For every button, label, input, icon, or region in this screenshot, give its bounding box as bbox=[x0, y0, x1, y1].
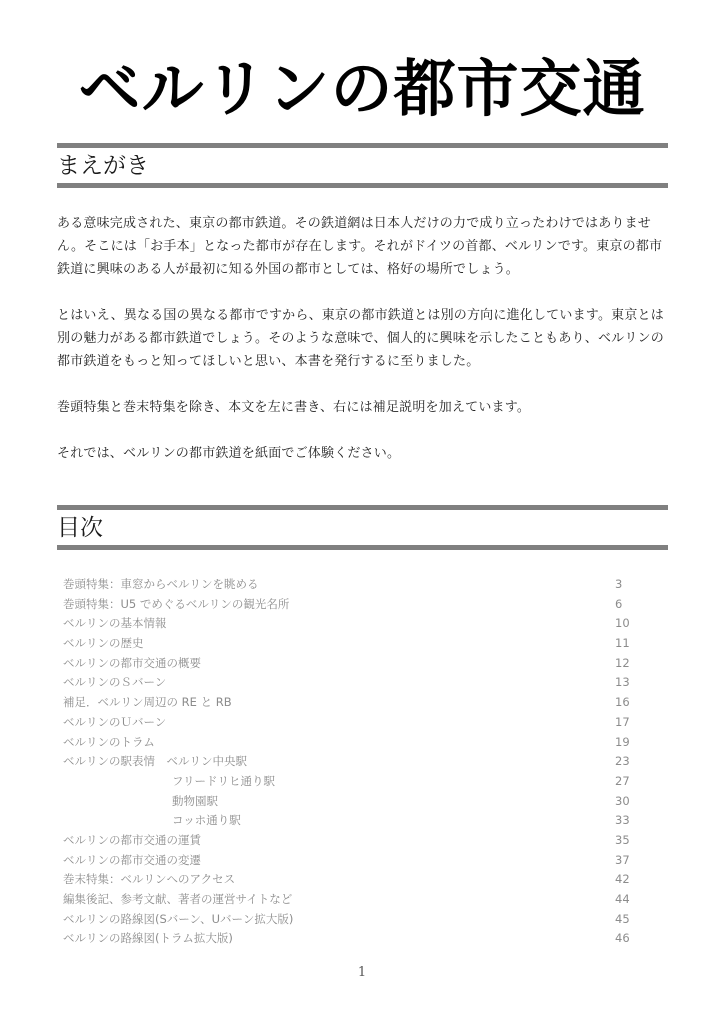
toc-entry-label: 巻頭特集：車窓からベルリンを眺める bbox=[63, 577, 259, 591]
toc-entry-page: 44 bbox=[615, 892, 630, 906]
toc-entry-page: 23 bbox=[615, 754, 630, 769]
toc-entry-page: 3 bbox=[615, 577, 623, 591]
toc-entry bbox=[63, 575, 633, 595]
toc-heading: 目次 bbox=[57, 515, 103, 541]
toc-entry-page: 42 bbox=[615, 872, 630, 887]
toc-entry-page: 19 bbox=[615, 734, 630, 749]
section-rule-bottom bbox=[57, 545, 668, 550]
toc-entry-page: 30 bbox=[615, 793, 630, 808]
toc-entry-label: ベルリンの都市交通の変遷 bbox=[63, 852, 201, 867]
toc-entry-label: ベルリンの都市交通の概要 bbox=[63, 655, 201, 670]
toc-entry bbox=[63, 792, 633, 812]
toc-entry-label: ベルリンの路線図(トラム拡大版) bbox=[63, 931, 233, 946]
page-number: 1 bbox=[357, 965, 367, 980]
toc-entry-page: 37 bbox=[615, 852, 630, 867]
toc-entry-page: 35 bbox=[615, 832, 630, 847]
toc-entry-label: 補足．ベルリン周辺の RE と RB bbox=[63, 695, 232, 710]
toc-entry-page: 17 bbox=[615, 714, 630, 729]
toc-entry-page: 12 bbox=[615, 655, 630, 670]
table-of-contents bbox=[63, 575, 633, 949]
preface-paragraph: 巻頭特集と巻末特集を除き、本文を左に書き、右には補足説明を加えています。 bbox=[57, 400, 531, 415]
toc-entry-page: 6 bbox=[615, 596, 623, 611]
preface-paragraph: それでは、ベルリンの都市鉄道を紙面でご体験ください。 bbox=[57, 446, 401, 461]
toc-entry-label: ベルリンの路線図(Sバーン、Uバーン拡大版) bbox=[63, 911, 294, 926]
section-rule-top bbox=[57, 505, 668, 510]
toc-entry bbox=[63, 831, 633, 851]
toc-entry bbox=[63, 634, 633, 654]
toc-entry-label: フリードリヒ通り駅 bbox=[172, 773, 276, 788]
toc-entry bbox=[63, 870, 633, 890]
toc-entry bbox=[63, 654, 633, 674]
toc-entry-label: コッホ通り駅 bbox=[172, 813, 241, 828]
toc-entry-label: 巻末特集：ベルリンへのアクセス bbox=[63, 872, 236, 887]
toc-entry bbox=[63, 929, 633, 949]
toc-entry-label: ベルリンの歴史 bbox=[63, 636, 144, 651]
toc-entry bbox=[63, 733, 633, 753]
section-rule-top bbox=[57, 143, 668, 148]
toc-entry-label: ベルリンのＵバーン bbox=[63, 714, 167, 729]
toc-entry-label: ベルリンの駅表情 ベルリン中央駅 bbox=[63, 754, 247, 769]
toc-entry bbox=[63, 910, 633, 930]
document-title: ベルリンの都市交通 bbox=[78, 52, 646, 125]
preface-heading: まえがき bbox=[57, 153, 149, 179]
toc-entry-label: ベルリンのトラム bbox=[63, 734, 155, 749]
toc-entry bbox=[63, 713, 633, 733]
section-rule-bottom bbox=[57, 183, 668, 188]
toc-entry-label: 巻頭特集：U5 でめぐるベルリンの観光名所 bbox=[63, 596, 290, 611]
toc-entry-page: 16 bbox=[615, 695, 630, 710]
toc-entry bbox=[63, 752, 633, 772]
preface-paragraph: とはいえ、異なる国の異なる都市ですから、東京の都市鉄道とは別の方向に進化しています。東京とは別の魅力がある都市鉄道でしょう。そのような意味で、個人的に興味を示したこともあり、ベルリンの都市鉄道をもっと知ってほしいと思い、本書を発行するに至りました。 bbox=[57, 308, 664, 369]
preface-body bbox=[57, 212, 668, 488]
toc-entry bbox=[63, 772, 633, 792]
toc-entry-label: ベルリンの基本情報 bbox=[63, 616, 167, 631]
toc-entry-page: 11 bbox=[615, 636, 630, 651]
toc-entry bbox=[63, 811, 633, 831]
toc-entry-label: ベルリンの都市交通の運賃 bbox=[63, 832, 201, 847]
toc-entry bbox=[63, 673, 633, 693]
toc-entry bbox=[63, 851, 633, 871]
toc-entry bbox=[63, 890, 633, 910]
toc-entry bbox=[63, 595, 633, 615]
toc-entry-page: 27 bbox=[615, 773, 630, 788]
toc-entry-page: 45 bbox=[615, 911, 630, 926]
toc-entry-page: 33 bbox=[615, 813, 630, 828]
toc-entry-page: 46 bbox=[615, 931, 630, 946]
preface-paragraph: ある意味完成された、東京の都市鉄道。その鉄道網は日本人だけの力で成り立ったわけではありません。そこには「お手本」となった都市が存在します。それがドイツの首都、ベルリンです。東京の都市鉄道に興味のある人が最初に知る外国の都市としては、格好の場所でしょう。 bbox=[57, 216, 663, 277]
toc-entry-page: 10 bbox=[615, 616, 630, 631]
toc-entry bbox=[63, 614, 633, 634]
toc-entry-label: ベルリンのＳバーン bbox=[63, 675, 167, 690]
toc-entry-label: 編集後記、参考文献、著者の運営サイトなど bbox=[63, 892, 293, 906]
toc-entry-label: 動物園駅 bbox=[172, 793, 218, 808]
toc-entry bbox=[63, 693, 633, 713]
toc-entry-page: 13 bbox=[615, 675, 630, 690]
